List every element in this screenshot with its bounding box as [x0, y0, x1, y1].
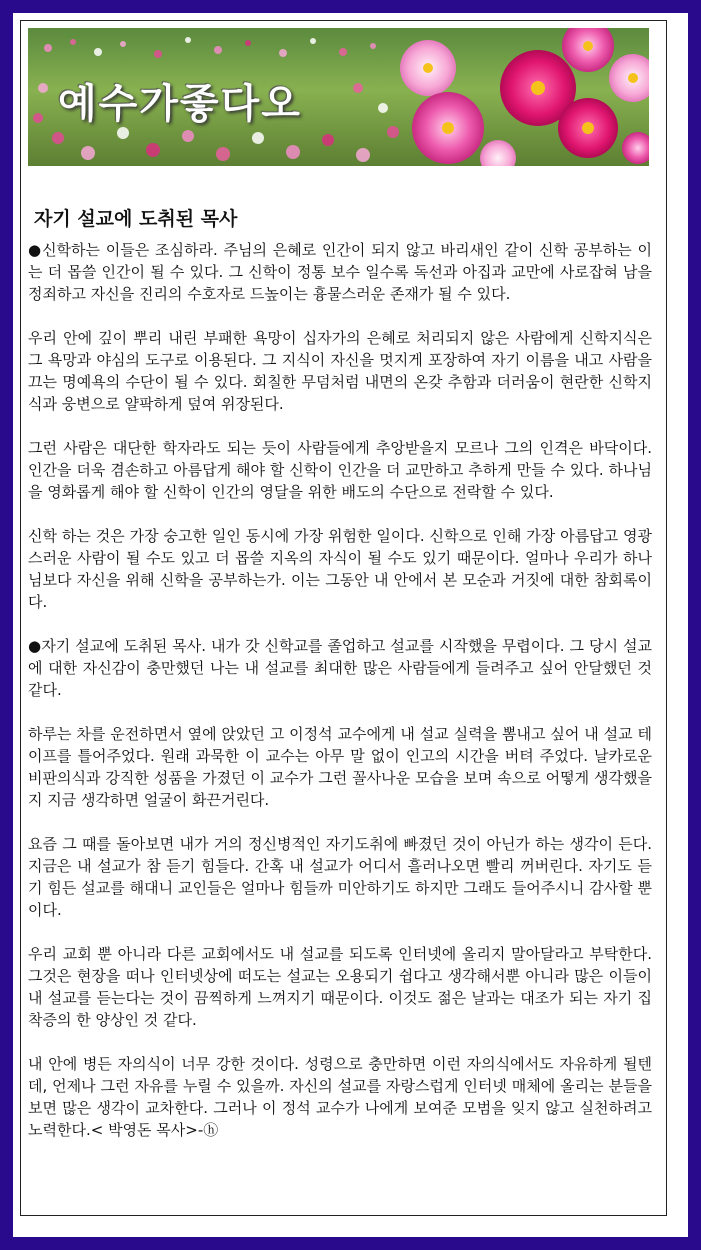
- paragraph: ●자기 설교에 도취된 목사. 내가 갓 신학교를 졸업하고 설교를 시작했을 무렵이다. 그 당시 설교에 대한 자신감이 충만했던 나는 내 설교를 최대한 많은 사람들에게 들려주고 싶어 안달했던 것 같다.: [28, 637, 652, 699]
- paragraph: 요즘 그 때를 돌아보면 내가 거의 정신병적인 자기도취에 빠졌던 것이 아닌가 하는 생각이 든다. 지금은 내 설교가 참 듣기 힘들다. 간혹 내 설교가 어디서 흘러나오면 빨리 꺼버린다. 자기도 듣기 힘든 설교를 해대니 교인들은 얼마나 힘들까 미안하기도 하지만 그래도 들어주시니 감사할 뿐이다.: [28, 835, 652, 919]
- paragraph: 내 안에 병든 자의식이 너무 강한 것이다. 성령으로 충만하면 이런 자의식에서도 자유하게 될텐데, 언제나 그런 자유를 누릴 수 있을까. 자신의 설교를 자랑스럽게 인터넷 매체에 올리는 분들을 보면 많은 생각이 교차한다. 그러나 이 정석 교수가 나에게 보여준 모범을 잊지 않고 실천하려고 노력한다.< 박영돈 목사>-ⓗ: [28, 1055, 652, 1139]
- paragraph: 우리 교회 뿐 아니라 다른 교회에서도 내 설교를 되도록 인터넷에 올리지 말아달라고 부탁한다. 그것은 현장을 떠나 인터넷상에 떠도는 설교는 오용되기 쉽다고 생각해서뿐 아니라 많은 이들이 내 설교를 듣는다는 것이 끔찍하게 느껴지기 때문이다. 이것도 젊은 날과는 대조가 되는 자기 집착증의 한 양상인 것 같다.: [28, 945, 652, 1029]
- paragraph: 우리 안에 깊이 뿌리 내린 부패한 욕망이 십자가의 은혜로 처리되지 않은 사람에게 신학지식은 그 욕망과 야심의 도구로 이용된다. 그 지식이 자신을 멋지게 포장하여 자기 이름을 내고 사람을 끄는 명예욕의 수단이 될 수 있다. 회칠한 무덤처럼 내면의 온갖 추함과 더러움이 현란한 신학지식과 웅변으로 얄팍하게 덮여 위장된다.: [28, 329, 652, 413]
- paragraph: 그런 사람은 대단한 학자라도 되는 듯이 사람들에게 추앙받을지 모르나 그의 인격은 바닥이다. 인간을 더욱 겸손하고 아름답게 해야 할 신학이 인간을 더 교만하고 추하게 만들 수 있다. 하나님을 영화롭게 해야 할 신학이 인간의 영달을 위한 배도의 수단으로 전락할 수 있다.: [28, 439, 652, 501]
- paragraph: 신학 하는 것은 가장 숭고한 일인 동시에 가장 위험한 일이다. 신학으로 인해 가장 아름답고 영광스러운 사람이 될 수도 있고 더 몹쓸 지옥의 자식이 될 수도 있기 때문이다. 얼마나 우리가 하나님보다 자신을 위해 신학을 공부하는가. 이는 그동안 내 안에서 본 모순과 거짓에 대한 참회록이다.: [28, 527, 652, 611]
- content-frame: [20, 20, 667, 1216]
- banner-title: 예수가좋다오: [58, 81, 302, 127]
- paragraph: ●신학하는 이들은 조심하라. 주님의 은혜로 인간이 되지 않고 바리새인 같이 신학 공부하는 이는 더 몹쓸 인간이 될 수 있다. 그 신학이 정통 보수 일수록 독선과 아집과 교만에 사로잡혀 남을 정죄하고 자신을 진리의 수호자로 드높이는 흉물스러운 존재가 될 수 있다.: [28, 241, 652, 303]
- article-title: 자기 설교에 도취된 목사: [34, 208, 238, 230]
- paragraph: 하루는 차를 운전하면서 옆에 앉았던 고 이정석 교수에게 내 설교 실력을 뽐내고 싶어 내 설교 테이프를 틀어주었다. 원래 과묵한 이 교수는 아무 말 없이 인고의 시간을 버텨 주었다. 날카로운 비판의식과 강직한 성품을 가졌던 이 교수가 그런 꼴사나운 모습을 보며 속으로 어떻게 생각했을지 지금 생각하면 얼굴이 화끈거린다.: [28, 725, 652, 809]
- article-body: [28, 239, 652, 1163]
- banner-image: [28, 28, 649, 166]
